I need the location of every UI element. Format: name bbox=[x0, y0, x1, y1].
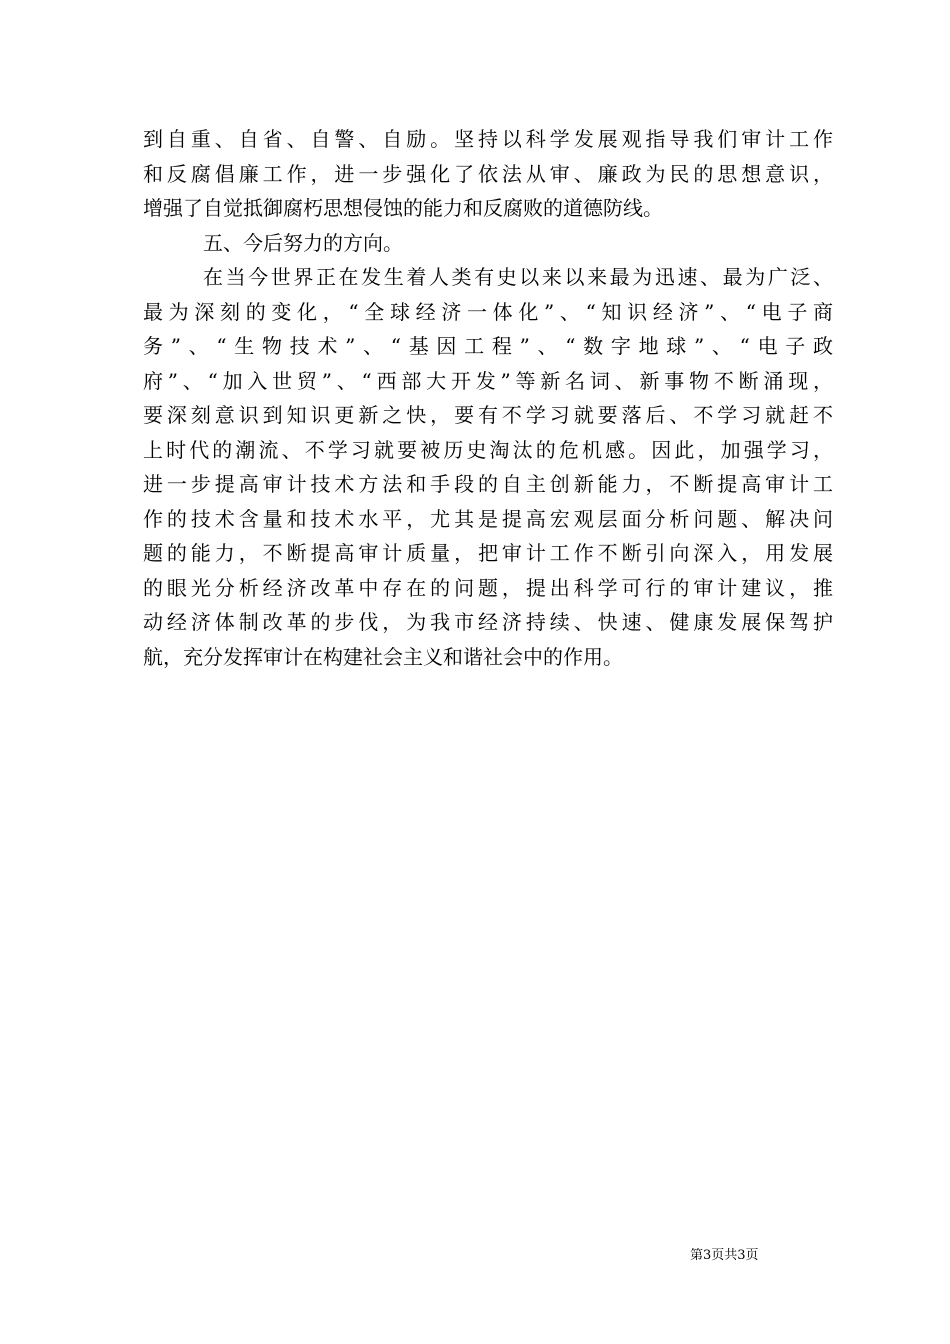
section-heading: 五、今后努力的方向。 bbox=[203, 230, 403, 255]
document-body bbox=[143, 122, 833, 674]
text-line: 航，充分发挥审计在构建社会主义和谐社会中的作用。 bbox=[143, 644, 623, 669]
text-line: 增强了自觉抵御腐朽思想侵蚀的能力和反腐败的道德防线。 bbox=[143, 196, 663, 220]
text-line: 动经济体制改革的步伐，为我市经济持续、快速、健康发展保驾护 bbox=[143, 610, 833, 634]
text-line: 务”、“生物技术”、“基因工程”、“数字地球”、“电子政 bbox=[143, 334, 833, 358]
text-line: 在当今世界正在发生着人类有史以来以来最为迅速、最为广泛、 bbox=[203, 265, 833, 289]
text-line: 题的能力，不断提高审计质量，把审计工作不断引向深入，用发展 bbox=[143, 541, 833, 565]
text-line: 要深刻意识到知识更新之快，要有不学习就要落后、不学习就赶不 bbox=[143, 403, 833, 427]
text-line: 府”、“加入世贸”、“西部大开发”等新名词、新事物不断涌现， bbox=[143, 368, 833, 393]
text-line: 到自重、自省、自警、自励。坚持以科学发展观指导我们审计工作 bbox=[143, 127, 833, 151]
text-line: 最为深刻的变化，“全球经济一体化”、“知识经济”、“电子商 bbox=[143, 299, 833, 324]
text-line: 进一步提高审计技术方法和手段的自主创新能力，不断提高审计工 bbox=[143, 472, 833, 496]
text-line: 作的技术含量和技术水平，尤其是提高宏观层面分析问题、解决问 bbox=[143, 506, 833, 531]
text-line: 上时代的潮流、不学习就要被历史淘汰的危机感。因此，加强学习， bbox=[143, 437, 833, 462]
page-number: 第3页共3页 bbox=[690, 1248, 759, 1263]
text-line: 和反腐倡廉工作，进一步强化了依法从审、廉政为民的思想意识， bbox=[143, 161, 833, 186]
text-line: 的眼光分析经济改革中存在的问题，提出科学可行的审计建议，推 bbox=[143, 575, 833, 600]
